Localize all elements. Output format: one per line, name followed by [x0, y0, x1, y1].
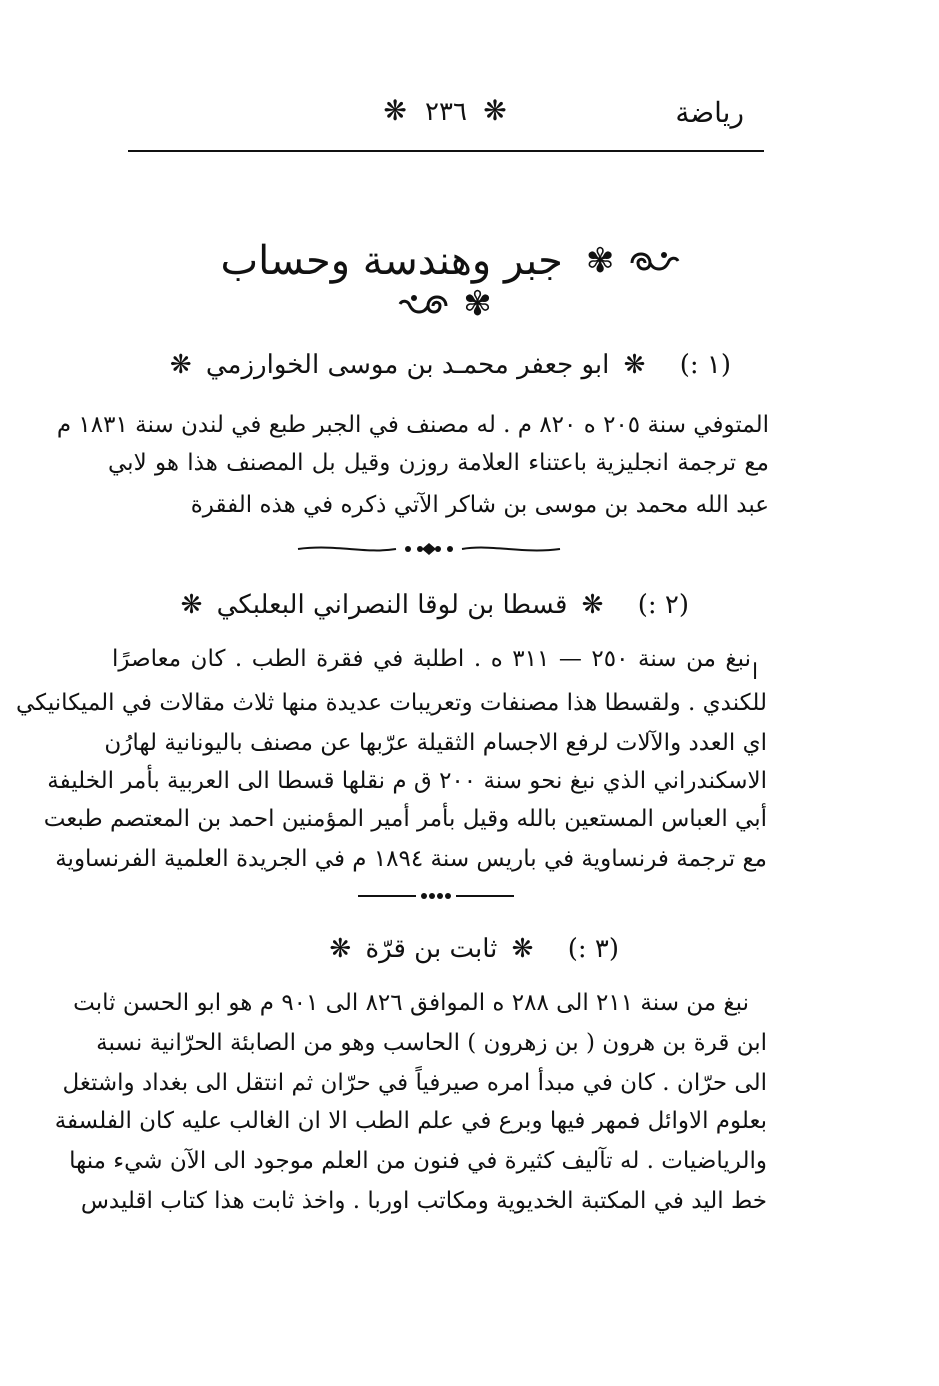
text-line: عبد الله محمد بن موسى بن شاكر الآتي ذكره في هذه الفقرة — [190, 492, 769, 518]
text-line: المتوفي سنة ٢٠٥ ه ٨٢٠ م . له مصنف في الجبر طبع في لندن سنة ١٨٣١ م — [56, 412, 769, 438]
star-ornament-icon: ❋ — [329, 934, 352, 964]
entry-name: ثابت بن قرّة — [365, 934, 498, 964]
chapter-heading — [190, 238, 700, 324]
text-line: ابن قرة بن هرون ( بن زهرون ) الحاسب وهو من الصابئة الحرّانية نسبة — [96, 1030, 767, 1056]
text-line: خط اليد في المكتبة الخديوية ومكاتب اوربا . واخذ ثابت هذا كتاب اقليدس — [80, 1188, 767, 1214]
entry-heading — [164, 350, 731, 380]
text-line: والرياضيات . له تآليف كثيرة في فنون من العلم موجود الى الآن شيء منها — [69, 1148, 767, 1174]
flower-ornament-icon: ✾ — [585, 241, 615, 281]
text-line: الى حرّان . كان في مبدأ امره صيرفياً في حرّان ثم انتقل الى بغداد واشتغل — [62, 1070, 767, 1096]
star-ornament-icon: ❋ — [483, 94, 509, 127]
swirl-ornament-icon — [394, 284, 454, 324]
section-title: رياضة — [675, 96, 744, 129]
section-separator — [356, 888, 516, 904]
page-number: ٢٣٦ — [425, 97, 467, 127]
star-ornament-icon: ❋ — [623, 350, 646, 380]
entry-name: ابو جعفر محمـد بن موسى الخوارزمي — [205, 350, 610, 380]
page-number-block — [128, 94, 764, 127]
flower-ornament-icon: ✾ — [463, 284, 492, 324]
text-line: الاسكندراني الذي نبغ نحو سنة ٢٠٠ ق م نقلها قسطا الى العربية بأمر الخليفة — [47, 768, 767, 794]
text-line: مع ترجمة فرنساوية في باريس سنة ١٨٩٤ م في الجريدة العلمية الفرنساوية — [55, 846, 767, 872]
entry-number: (٣ :) — [567, 934, 619, 964]
star-ornament-icon: ❋ — [581, 590, 604, 620]
star-ornament-icon: ❋ — [169, 350, 192, 380]
swirl-ornament-icon — [624, 241, 684, 281]
running-head — [128, 92, 764, 142]
star-ornament-icon: ❋ — [383, 94, 409, 127]
header-rule — [128, 150, 764, 152]
entry-heading — [175, 590, 689, 620]
margin-mark: ا — [752, 660, 759, 685]
text-line: أبي العباس المستعين بالله وقيل بأمر أمير المؤمنين احمد بن المعتصم طبعت — [43, 806, 767, 832]
text-line: نبغ من سنة ٢١١ الى ٢٨٨ ه الموافق ٨٢٦ الى ٩٠١ م هو ابو الحسن ثابت — [73, 990, 749, 1016]
text-line: نبغ من سنة ٢٥٠ — ٣١١ ه . اطلبة في فقرة الطب . كان معاصرًا — [112, 646, 752, 672]
entry-name: قسطا بن لوقا النصراني البعلبكي — [216, 590, 568, 620]
star-ornament-icon: ❋ — [511, 934, 534, 964]
text-line: للكندي . ولقسطا هذا مصنفات وتعريبات عديدة منها ثلاث مقالات في الميكانيكي — [15, 690, 767, 716]
text-line: اي العدد والآلات لرفع الاجسام الثقيلة عرّبها عن مصنف باليونانية لهارُن — [104, 730, 767, 756]
star-ornament-icon: ❋ — [180, 590, 203, 620]
text-line: مع ترجمة انجليزية باعتناء العلامة روزن وقيل بل المصنف هذا هو لابي — [108, 450, 769, 476]
entry-number: (٢ :) — [637, 590, 689, 620]
text-line: بعلوم الاوائل فمهر فيها وبرع في علم الطب الا ان الغالب عليه كان الفلسفة — [54, 1108, 767, 1134]
section-separator — [296, 540, 562, 558]
entry-number: (١ :) — [679, 350, 731, 380]
chapter-title: جبر وهندسة وحساب — [220, 238, 563, 284]
entry-heading — [323, 934, 619, 964]
